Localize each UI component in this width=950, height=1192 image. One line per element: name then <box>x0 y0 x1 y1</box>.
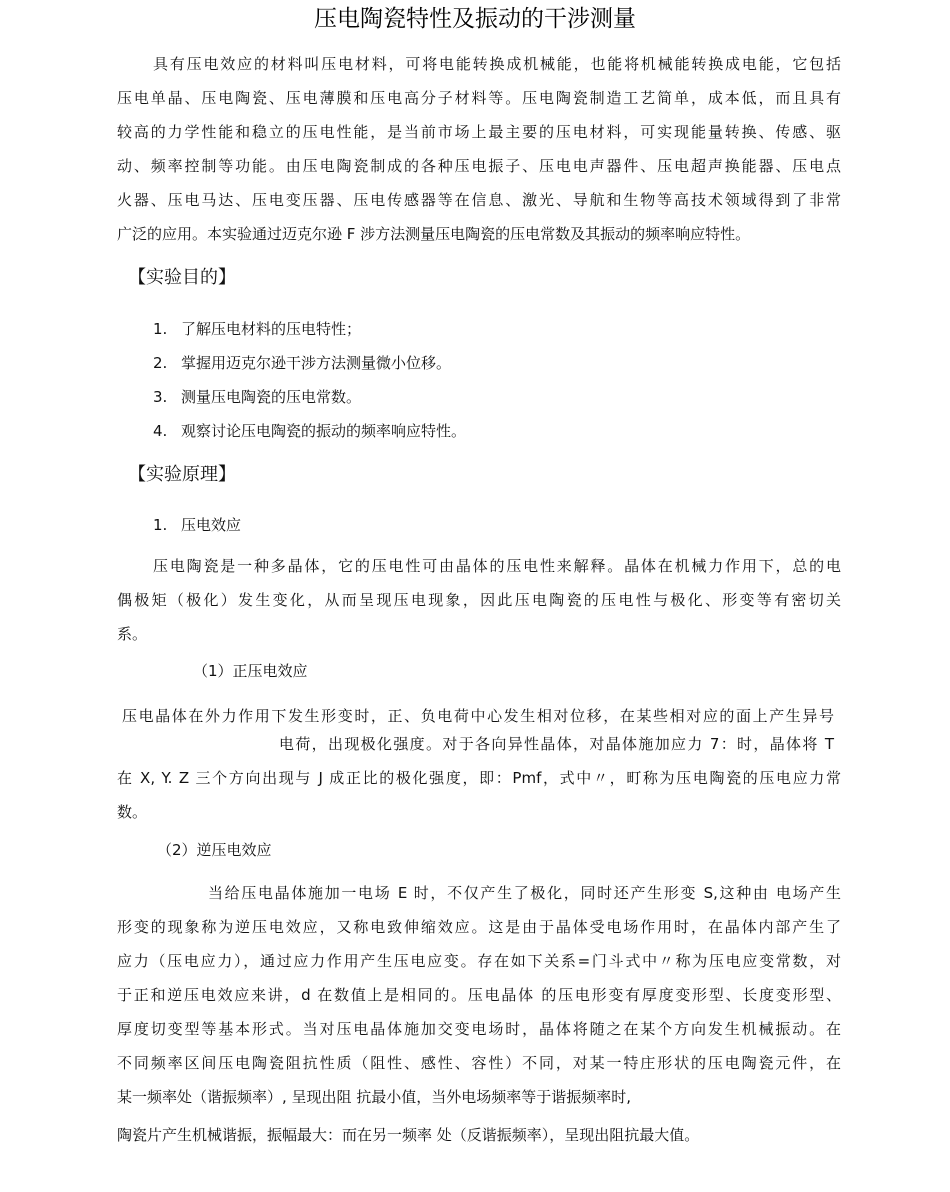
paragraph-line: 陶瓷片产生机械谐振，振幅最大：而在另一频率 处（反谐振频率），呈现出阻抗最大值。 <box>117 1126 700 1144</box>
paragraph-line: 在 X, Y. Z 三个方向出现与 J 成正比的极化强度，即：Pmf，式中〃，町称为压电陶瓷的压电应力常 <box>117 769 841 787</box>
list-item-text: 了解压电材料的压电特性； <box>181 320 362 338</box>
list-item-text: 观察讨论压电陶瓷的振动的频率响应特性。 <box>181 422 467 440</box>
paragraph-line: 不同频率区间压电陶瓷阻抗性质（阻性、感性、容性）不同，对某一特庄形状的压电陶瓷元件，在 <box>117 1054 841 1072</box>
paragraph-line: 系。 <box>117 625 148 643</box>
intro-line: 较高的力学性能和稳立的压电性能，是当前市场上最主要的压电材料，可实现能量转换、传感、驱 <box>117 123 841 141</box>
section-heading-principle: 【实验原理】 <box>128 464 236 485</box>
list-item <box>153 387 361 407</box>
section-heading-purpose: 【实验目的】 <box>128 267 236 288</box>
list-item <box>153 319 361 339</box>
list-item-number: 4. <box>153 422 168 440</box>
paragraph-line: 压电陶瓷是一种多晶体，它的压电性可由晶体的压电性来解释。晶体在机械力作用下，总的电 <box>153 557 841 575</box>
subsection-title <box>153 515 241 535</box>
list-item <box>153 421 466 441</box>
intro-line: 具有压电效应的材料叫压电材料，可将电能转换成机械能，也能将机械能转换成电能，它包括 <box>153 55 841 73</box>
list-item-text: 掌握用迈克尔逊干涉方法测量微小位移。 <box>181 354 452 372</box>
intro-line: 压电单晶、压电陶瓷、压电薄膜和压电高分子材料等。压电陶瓷制造工艺简单，成本低，而且具有 <box>117 89 841 107</box>
paragraph-line: 厚度切变型等基本形式。当对压电晶体施加交变电场时，晶体将随之在某个方向发生机械振动。在 <box>117 1020 841 1038</box>
subsection-number: 1. <box>153 516 168 534</box>
list-item <box>153 353 451 373</box>
paragraph-line: 数。 <box>117 803 148 821</box>
list-item-number: 2. <box>153 354 168 372</box>
paragraph-line: 某一频率处（谐振频率）, 呈现出阻 抗最小值，当外电场频率等于谐振频率时, <box>117 1088 632 1106</box>
page-title: 压电陶瓷特性及振动的干涉测量 <box>314 6 636 32</box>
paragraph-line: 偶极矩（极化）发生变化，从而呈现压电现象，因此压电陶瓷的压电性与极化、形变等有密切关 <box>117 591 841 609</box>
list-item-text: 测量压电陶瓷的压电常数。 <box>181 388 362 406</box>
intro-line: 火器、压电马达、压电变压器、压电传感器等在信息、激光、导航和生物等高技术领域得到了非常 <box>117 191 841 209</box>
direct-effect-title: （1）正压电效应 <box>193 662 308 680</box>
inverse-effect-title: （2）逆压电效应 <box>157 841 272 859</box>
paragraph-line: 形变的现象称为逆压电效应，又称电致伸缩效应。这是由于晶体受电场作用时，在晶体内部产生了 <box>117 918 841 936</box>
paragraph-line: 应力（压电应力），通过应力作用产生压电应变。存在如下关系=门斗式中〃称为压电应变常数，对 <box>117 952 841 970</box>
paragraph-line: 当给压电晶体施加一电场 E 时，不仅产生了极化，同时还产生形变 S,这种由 电场产生 <box>208 884 841 902</box>
subsection-text: 压电效应 <box>181 516 242 534</box>
paragraph-line: 压电晶体在外力作用下发生形变时，正、负电荷中心发生相对位移，在某些相对应的面上产生异号 <box>122 707 834 725</box>
intro-line: 广泛的应用。本实验通过迈克尔逊 F 涉方法测量压电陶瓷的压电常数及其振动的频率响应特性。 <box>117 225 751 243</box>
list-item-number: 3. <box>153 388 168 406</box>
paragraph-line: 电荷，出现极化强度。对于各向异性晶体，对晶体施加应力 7：时，晶体将 T <box>279 735 834 753</box>
intro-line: 动、频率控制等功能。由压电陶瓷制成的各种压电振子、压电电声器件、压电超声换能器、压电点 <box>117 157 841 175</box>
paragraph-line: 于正和逆压电效应来讲，d 在数值上是相同的。压电晶体 的压电形变有厚度变形型、长度变形型、 <box>117 986 841 1004</box>
list-item-number: 1. <box>153 320 168 338</box>
